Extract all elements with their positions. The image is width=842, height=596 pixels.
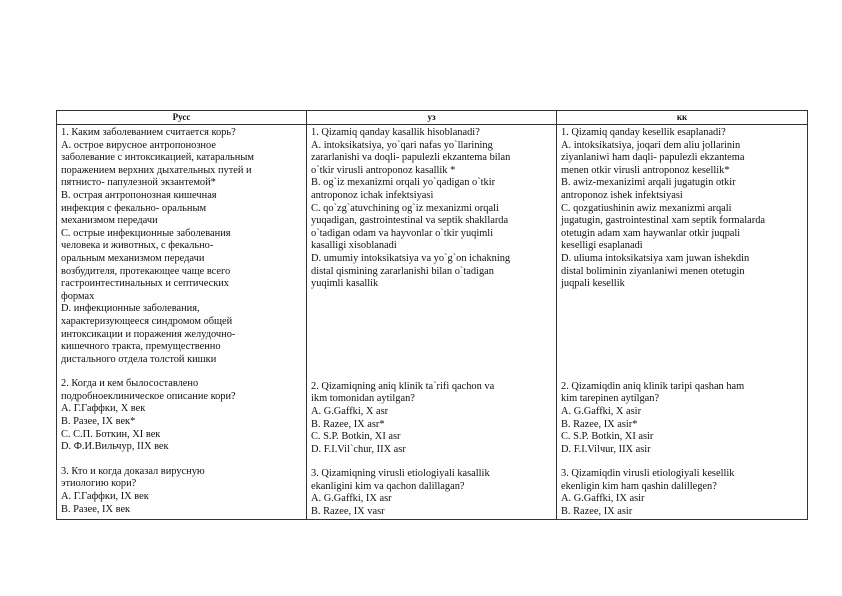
- answer-line: A. intoksikatsiya, joqari dem aliu jollarinin: [561, 139, 741, 151]
- question-block: [561, 127, 803, 291]
- answer-line: antroponoz ishek infektsiyasi: [561, 189, 683, 201]
- answer-line: B. Razee, IX asr*: [311, 418, 385, 430]
- answer-line: интоксикации и поражения желудочно-: [61, 328, 236, 340]
- answer-line: yuqimli kasallik: [311, 278, 379, 290]
- question-text: 2. Когда и кем былосоставлено: [61, 378, 199, 390]
- question-text: 3. Qizamiqning virusli etiologiyali kasallik: [311, 468, 490, 480]
- answer-line: дистального отдела толстой кишки: [61, 353, 217, 365]
- question-block: [311, 381, 552, 457]
- answer-line: A. G.Gaffki, IX asir: [561, 493, 645, 505]
- answer-line: этиологию кори?: [61, 478, 137, 490]
- answer-line: antroponoz ichak infektsiyasi: [311, 189, 434, 201]
- column-karakalpak: [557, 125, 808, 520]
- answer-line: В. острая антропонозная кишечная: [61, 189, 217, 201]
- question-text: 2. Qizamiqning aniq klinik ta`rifi qachon va: [311, 380, 495, 392]
- answer-line: формах: [61, 290, 95, 302]
- answer-line: D. F.I.Vilчur, IIX asir: [561, 443, 651, 455]
- answer-line: B. Razee, IX asir: [561, 506, 633, 518]
- answer-line: человека и животных, с фекально-: [61, 240, 214, 252]
- answer-line: ekanligini kim va qachon dalillagan?: [311, 480, 465, 492]
- answer-line: C. S.P. Botkin, XI asir: [561, 431, 654, 443]
- answer-line: C. qozgatiushinin awiz mexanizmi arqali: [561, 202, 732, 214]
- question-text: 1. Qizamiq qanday kasallik hisoblanadi?: [311, 127, 480, 138]
- answer-line: пятнисто- папулезной экзантемой*: [61, 177, 216, 189]
- content-row: [57, 125, 808, 520]
- answer-line: возбудителя, протекающее чаще всего: [61, 265, 231, 277]
- answer-line: kim tarepinen aytilgan?: [561, 393, 660, 405]
- header-russian: Русс: [57, 111, 307, 125]
- answer-line: ikm tomonidan aytilgan?: [311, 393, 415, 405]
- question-text: 2. Qizamiqdin aniq klinik taripi qashan ham: [561, 380, 745, 392]
- answer-line: o`tkir virusli antroponoz kasallik *: [311, 164, 456, 176]
- answer-line: A. intoksikatsiya, yo`qari nafas yo`llarining: [311, 139, 493, 151]
- answer-line: B. Razee, IX vasr: [311, 506, 385, 518]
- answer-line: menen otkir virusli antroponoz kesellik*: [561, 164, 730, 176]
- answer-line: характеризующееся синдромом общей: [61, 315, 233, 327]
- answer-line: D. umumiy intoksikatsiya va yo`g`on ichakning: [311, 252, 511, 264]
- answer-line: D. Ф.И.Вильчур, IIX век: [61, 441, 169, 453]
- quiz-table: [56, 110, 808, 520]
- answer-line: ziyanlaniwi ham daqli- papulezli ekzantema: [561, 152, 745, 164]
- answer-line: o`tadigan odam va hayvonlar o`tkir yuqimli: [311, 227, 494, 239]
- answer-line: keselligi esaplanadi: [561, 240, 643, 252]
- question-text: 1. Каким заболеванием считается корь?: [61, 127, 236, 138]
- question-block: [311, 468, 552, 518]
- question-block: [61, 378, 302, 454]
- answer-line: zararlanishi va doqli- papulezli ekzantema bilan: [311, 152, 511, 164]
- answer-line: ekenligin kim ham qashin dalillegen?: [561, 480, 717, 492]
- answer-line: В. Разее, IX век*: [61, 416, 136, 428]
- question-block: [61, 466, 302, 516]
- question-text: 1. Qizamiq qanday kesellik esaplanadi?: [561, 127, 726, 138]
- column-russian: [57, 125, 307, 520]
- answer-line: kasalligi xisoblanadi: [311, 240, 397, 252]
- answer-line: otetugin adam xam haywanlar otkir juqpali: [561, 227, 741, 239]
- answer-line: B. Razee, IX asir*: [561, 418, 638, 430]
- question-text: 3. Кто и когда доказал вирусную: [61, 465, 205, 477]
- answer-line: подробноеклиническое описание кори?: [61, 390, 236, 402]
- answer-line: инфекция с фекально- оральным: [61, 202, 207, 214]
- answer-line: C. qo`zg`atuvchining og`iz mexanizmi orqali: [311, 202, 499, 214]
- header-karakalpak: кк: [557, 111, 808, 125]
- answer-line: D. инфекционные заболевания,: [61, 303, 200, 315]
- answer-line: A. G.Gaffki, X asr: [311, 405, 389, 417]
- document-page: [56, 110, 807, 520]
- answer-line: juqpali kesellik: [561, 278, 625, 290]
- column-uzbek: [307, 125, 557, 520]
- answer-line: С. С.П. Боткин, XI век: [61, 428, 161, 440]
- answer-line: заболевание с интоксикацией, катаральным: [61, 152, 254, 164]
- answer-line: D. uliuma intoksikatsiya xam juwan ishekdin: [561, 252, 750, 264]
- answer-line: А. острое вирусное антропонозное: [61, 139, 216, 151]
- answer-line: A. G.Gaffki, X asir: [561, 405, 642, 417]
- answer-line: кишечного тракта, премущественно: [61, 341, 221, 353]
- answer-line: поражением верхних дыхательных путей и: [61, 164, 252, 176]
- answer-line: distal qismining zararlanishi bilan o`tadigan: [311, 265, 494, 277]
- header-row: [57, 111, 808, 125]
- answer-line: B. awiz-mexanizimi arqali jugatugin otkir: [561, 177, 736, 189]
- answer-line: jugatugin, gastrointestinal xam septik formalarda: [561, 215, 766, 227]
- answer-line: гастроинтестинальных и септических: [61, 278, 229, 290]
- answer-line: В. Разее, IX век: [61, 503, 131, 515]
- answer-line: yuqadigan, gastrointestinal va septik shakllarda: [311, 215, 509, 227]
- answer-line: B. og`iz mexanizmi orqali yo`qadigan o`tkir: [311, 177, 496, 189]
- answer-line: C. S.P. Botkin, XI asr: [311, 431, 401, 443]
- question-block: [61, 127, 302, 366]
- answer-line: D. F.I.Vil`chur, IIX asr: [311, 443, 406, 455]
- question-block: [311, 127, 552, 291]
- answer-line: А. Г.Гаффки, IX век: [61, 491, 149, 503]
- answer-line: А. Г.Гаффки, Х век: [61, 403, 146, 415]
- answer-line: механизмом передачи: [61, 215, 158, 227]
- answer-line: A. G.Gaffki, IX asr: [311, 493, 392, 505]
- header-uzbek: уз: [307, 111, 557, 125]
- answer-line: С. острые инфекционные заболевания: [61, 227, 231, 239]
- question-block: [561, 381, 803, 457]
- question-text: 3. Qizamiqdin virusli etiologiyali kesellik: [561, 468, 735, 480]
- question-block: [561, 468, 803, 518]
- answer-line: distal boliminin ziyanlaniwi menen otetugin: [561, 265, 745, 277]
- answer-line: оральным механизмом передачи: [61, 252, 205, 264]
